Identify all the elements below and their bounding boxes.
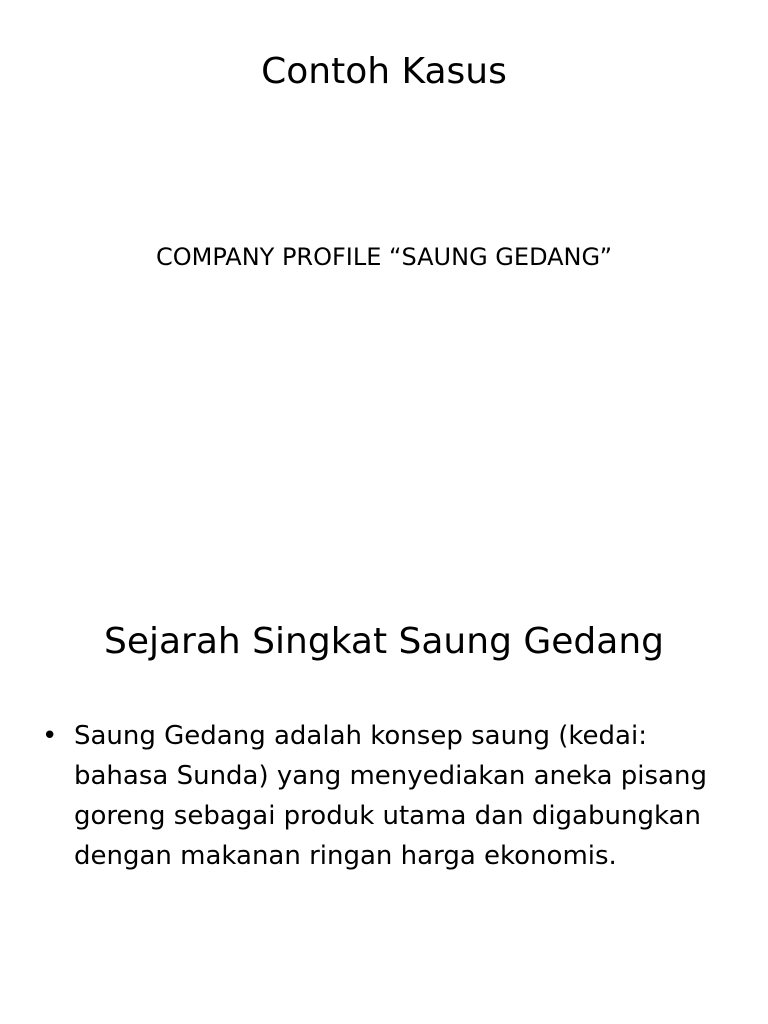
slide-title: Contoh Kasus <box>261 51 507 92</box>
slide-sejarah-singkat <box>0 512 768 1024</box>
slide-subtitle: COMPANY PROFILE “SAUNG GEDANG” <box>155 243 612 271</box>
bullet-list <box>40 716 720 876</box>
slide-title: Sejarah Singkat Saung Gedang <box>103 621 664 662</box>
bullet-dot-icon: • <box>42 721 58 751</box>
bullet-text: Saung Gedang adalah konsep saung (kedai: bahasa Sunda) yang menyediakan aneka pisang goreng sebagai produk utama dan digabungkan dengan makanan ringan harga ekonomis. <box>74 721 707 871</box>
bullet-item <box>40 716 720 876</box>
